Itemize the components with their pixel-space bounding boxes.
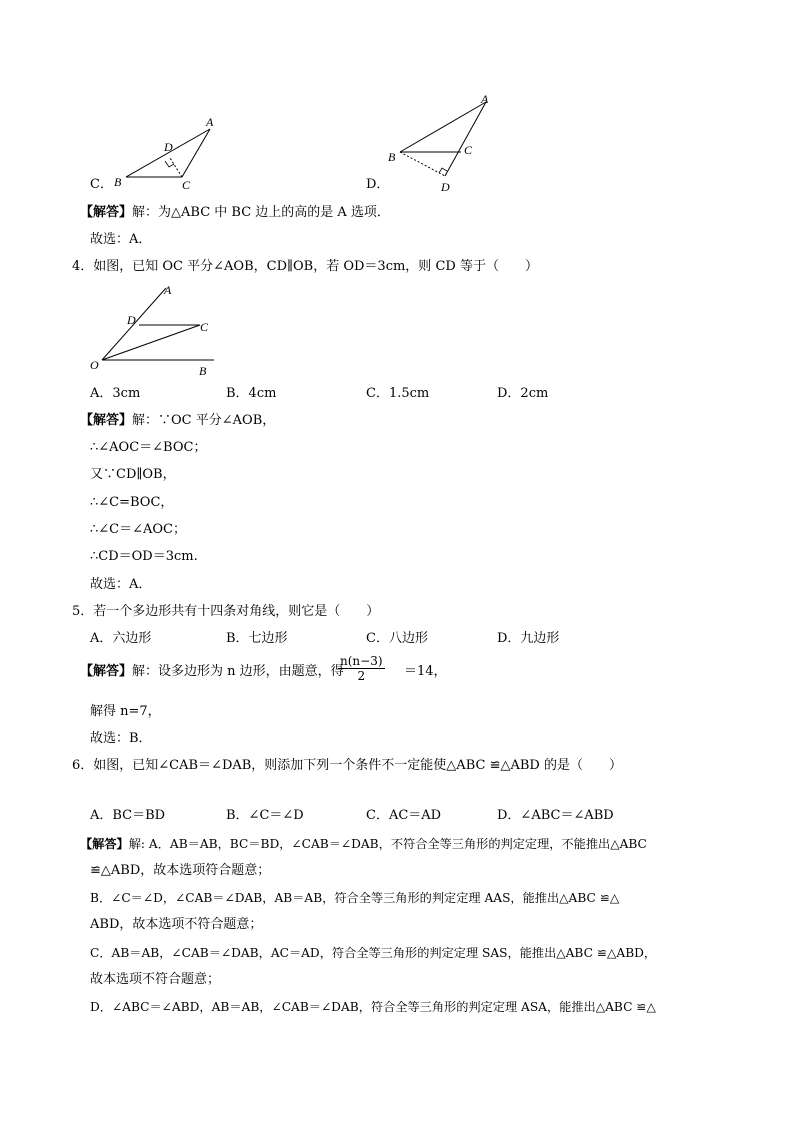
q5-answer-tag: 【解答】	[80, 664, 133, 679]
q3c-vertex-a: A	[206, 115, 214, 129]
q6-answer-line-6: 故本选项不符合题意；	[90, 972, 221, 987]
q3d-vertex-b: B	[388, 150, 396, 164]
q6-answer-line-2: ≌△ABD，故本选项符合题意；	[90, 863, 271, 878]
q5-option-c: C．八边形	[366, 631, 428, 646]
q4-answer-line-3: 又∵CD∥OB，	[90, 467, 176, 482]
q5-answer-solve: 解得 n=7，	[90, 704, 161, 719]
q4-answer-line-4: ∴∠C=BOC，	[90, 495, 174, 510]
q3c-vertex-c: C	[182, 178, 191, 192]
q5-choice: 故选：B．	[90, 731, 152, 746]
q3-answer-tag: 【解答】	[80, 205, 133, 220]
q6-option-b: B．∠C＝∠D	[226, 808, 304, 823]
q4-point-d: D	[127, 313, 136, 327]
q5-stem: 5．若一个多边形共有十四条对角线，则它是（ ）	[72, 604, 380, 619]
q4-point-o: O	[90, 358, 99, 372]
q6-answer-line-1	[80, 836, 647, 852]
q6-answer-line-3: B．∠C＝∠D，∠CAB＝∠DAB，AB＝AB，符合全等三角形的判定定理 AAS，能推出△ABC ≌△	[90, 891, 620, 905]
q6-answer-tag: 【解答】	[80, 837, 129, 851]
q6-option-d: D．∠ABC＝∠ABD	[497, 808, 614, 823]
q4-answer-line-2: ∴∠AOC＝∠BOC；	[90, 440, 207, 455]
q6-option-c: C．AC＝AD	[366, 808, 442, 823]
q6-option-a: A．BC＝BD	[90, 808, 166, 823]
q4-point-a: A	[164, 283, 172, 297]
q6-answer-line-4: ABD，故本选项不符合题意；	[90, 917, 263, 932]
q3c-vertex-d: D	[164, 140, 173, 154]
q6-answer-line-7: D．∠ABC＝∠ABD，AB＝AB，∠CAB＝∠DAB，符合全等三角形的判定定理 ASA，能推出△ABC ≌△	[90, 1000, 656, 1014]
q4-stem: 4．如图，已知 OC 平分∠AOB，CD∥OB，若 OD＝3cm，则 CD 等于（ ）	[72, 259, 538, 274]
q5-option-a: A．六边形	[90, 631, 152, 646]
q5-fraction-numerator: n(n−3)	[340, 654, 383, 668]
q5-option-b: B．七边形	[226, 631, 288, 646]
q3d-vertex-d: D	[441, 180, 450, 194]
q3d-vertex-a: A	[481, 92, 489, 106]
q5-option-d: D．九边形	[497, 631, 560, 646]
q5-answer-suffix: ＝14，	[404, 664, 447, 679]
q4-answer-line-6: ∴CD＝OD＝3cm.	[90, 549, 198, 564]
q5-answer-prefix: 解：设多边形为 n 边形，由题意，得	[132, 664, 344, 679]
q4-choice: 故选：A．	[90, 577, 152, 592]
q3-choice: 故选：A．	[90, 232, 152, 247]
q3d-vertex-c: C	[464, 143, 473, 157]
q5-answer-line	[80, 664, 344, 680]
q4-option-d: D．2cm	[497, 386, 549, 401]
q5-fraction	[338, 654, 385, 683]
q3-figure-c	[108, 115, 218, 195]
q6-answer-text: 解: A．AB＝AB，BC＝BD，∠CAB＝∠DAB，不符合全等三角形的判定定理，不能推出△ABC	[128, 837, 647, 851]
q4-point-c: C	[200, 320, 209, 334]
q4-option-c: C．1.5cm	[366, 386, 430, 401]
q3c-vertex-b: B	[114, 175, 122, 189]
q4-figure	[86, 282, 226, 378]
q3-figure-d	[385, 92, 495, 196]
q4-answer-line-1	[80, 413, 275, 429]
q3-option-d-label: D．	[366, 177, 390, 192]
q5-fraction-denominator: 2	[357, 669, 366, 683]
q4-option-a: A．3cm	[90, 386, 141, 401]
q4-point-b: B	[199, 364, 207, 378]
q4-answer-text: 解：∵OC 平分∠AOB，	[132, 413, 276, 428]
q4-option-b: B．4cm	[226, 386, 277, 401]
q4-answer-line-5: ∴∠C＝∠AOC；	[90, 522, 186, 537]
q3-answer	[80, 205, 390, 221]
q3-answer-text: 解：为△ABC 中 BC 边上的高的是 A 选项．	[132, 205, 390, 220]
q3-option-c-label: C．	[90, 177, 113, 192]
q6-stem: 6．如图，已知∠CAB＝∠DAB，则添加下列一个条件不一定能使△ABC ≌△ABD 的是（ ）	[72, 758, 622, 773]
q6-answer-line-5: C．AB＝AB，∠CAB＝∠DAB，AC＝AD，符合全等三角形的判定定理 SAS，能推出△ABC ≌△ABD，	[90, 946, 657, 960]
q4-answer-tag: 【解答】	[80, 413, 133, 428]
